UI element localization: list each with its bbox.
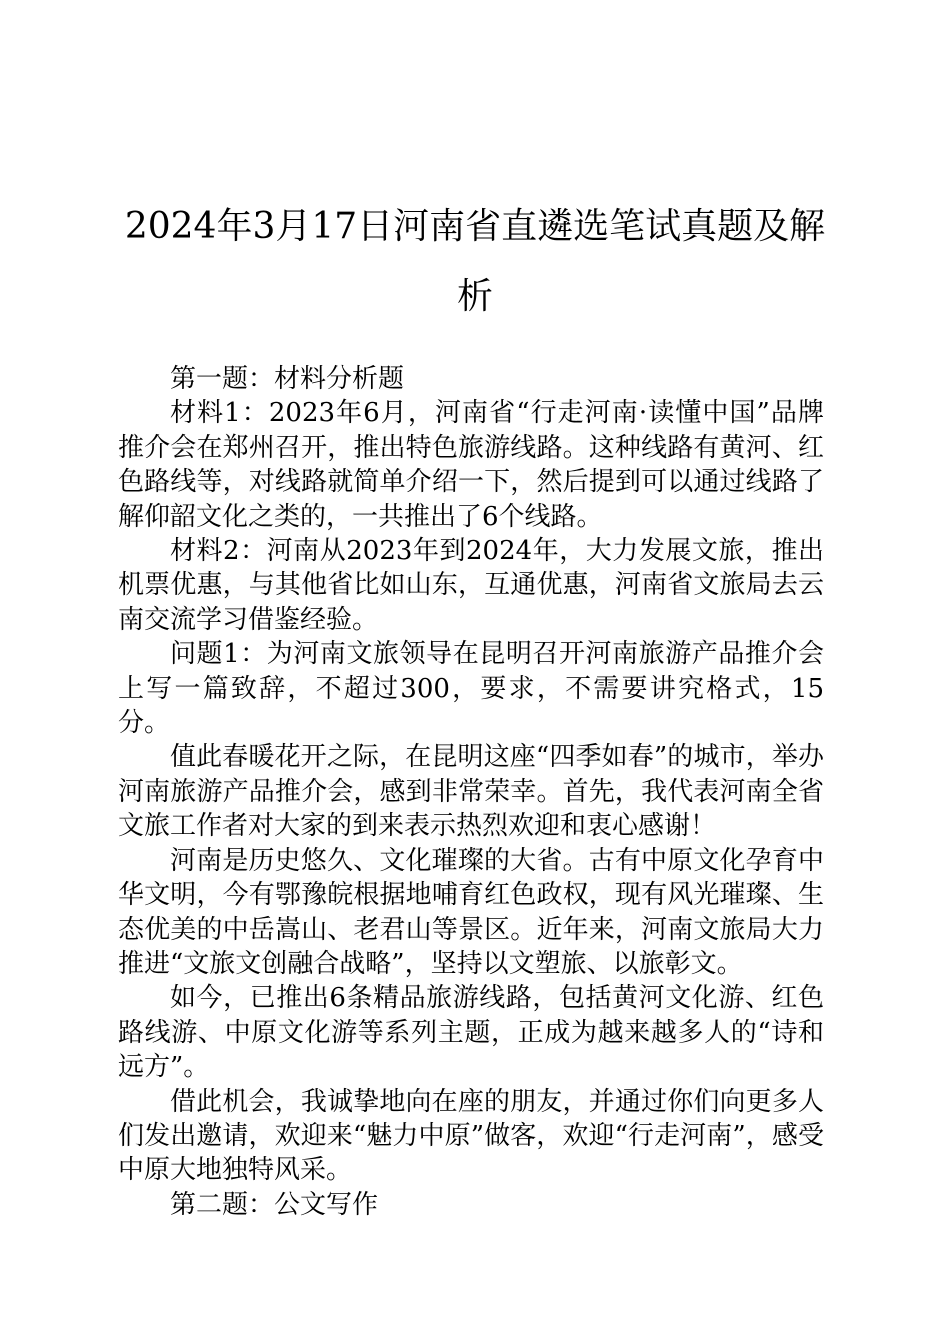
section-heading-2: 第二题：公文写作 [170, 1189, 379, 1220]
answer-paragraph-1: 值此春暖花开之际，在昆明这座“四季如春”的城市，举办河南旅游产品推介会，感到非常荣幸。首先，我代表河南全省文旅工作者对大家的到来表示热烈欢迎和衷心感谢！ [118, 742, 824, 842]
answer-paragraph-3: 如今，已推出6条精品旅游线路，包括黄河文化游、红色路线游、中原文化游等系列主题，正成为越来越多人的“诗和远方”。 [118, 983, 824, 1083]
section-heading-1: 第一题：材料分析题 [170, 364, 405, 394]
document-title: 2024年3月17日河南省直遴选笔试真题及解析 [124, 206, 826, 317]
answer-paragraph-2: 河南是历史悠久、文化璀璨的大省。古有中原文化孕育中华文明，今有鄂豫皖根据地哺育红色政权，现有风光璀璨、生态优美的中岳嵩山、老君山等景区。近年来，河南文旅局大力推进“文旅文创融合战略”，坚持以文塑旅、以旅彰文。 [118, 845, 824, 979]
material-1-paragraph: 材料1：2023年6月，河南省“行走河南·读懂中国”品牌推介会在郑州召开，推出特色旅游线路。这种线路有黄河、红色路线等，对线路就简单介绍一下，然后提到可以通过线路了解仰韶文化之类的，一共推出了6个线路。 [118, 398, 824, 532]
document-body [118, 362, 824, 1222]
answer-paragraph-4: 借此机会，我诚挚地向在座的朋友，并通过你们向更多人们发出邀请，欢迎来“魅力中原”做客，欢迎“行走河南”，感受中原大地独特风采。 [118, 1086, 824, 1186]
question-1-paragraph: 问题1：为河南文旅领导在昆明召开河南旅游产品推介会上写一篇致辞，不超过300，要求，不需要讲究格式，15分。 [118, 639, 824, 739]
material-2-paragraph: 材料2：河南从2023年到2024年，大力发展文旅，推出机票优惠，与其他省比如山东，互通优惠，河南省文旅局去云南交流学习借鉴经验。 [118, 536, 824, 635]
